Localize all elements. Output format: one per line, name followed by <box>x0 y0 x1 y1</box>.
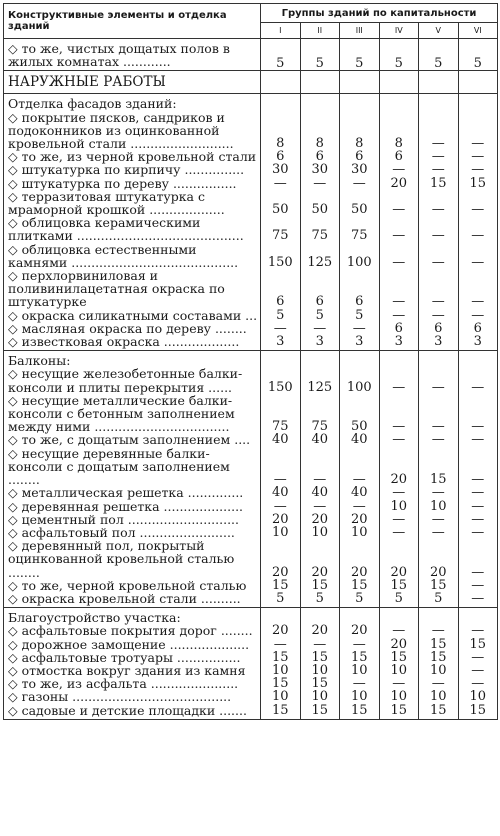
cell-value: — <box>340 322 380 335</box>
cell-value: — <box>340 677 380 690</box>
cell-value: — <box>340 177 380 190</box>
table-row <box>4 177 498 190</box>
cell-value: 50 <box>300 190 340 216</box>
cell-value: 30 <box>340 163 380 176</box>
cell-value: 20 <box>379 638 419 651</box>
cell-value: 50 <box>340 394 380 434</box>
row-label: ◇ известковая окраска ................... <box>4 335 261 351</box>
cell-value: 5 <box>261 309 301 322</box>
cell-value: 150 <box>261 367 301 393</box>
cell-value: 6 <box>340 269 380 309</box>
table-row <box>4 624 498 637</box>
cell-value: — <box>300 500 340 513</box>
cell-value: 15 <box>419 579 459 592</box>
row-label: ◇ то же, из черной кровельной стали <box>4 150 261 163</box>
cell-value: — <box>261 500 301 513</box>
cell-value: — <box>340 500 380 513</box>
cell-value: — <box>379 190 419 216</box>
cell-value: 3 <box>340 335 380 351</box>
cell-value: — <box>458 651 498 664</box>
cell-value: 15 <box>300 579 340 592</box>
cell-value: 75 <box>300 216 340 242</box>
row-label: ◇ то же, черной кровельной сталью <box>4 579 261 592</box>
cell-value: — <box>458 486 498 499</box>
cell-value: 10 <box>458 690 498 703</box>
cell-value: — <box>458 526 498 539</box>
row-label: ◇ масляная окраска по дереву ........ <box>4 322 261 335</box>
cell-value: 15 <box>419 704 459 720</box>
cell-value: — <box>419 111 459 151</box>
cell-value: 20 <box>340 539 380 579</box>
cell-value: — <box>419 243 459 269</box>
cell-value: 15 <box>300 651 340 664</box>
group-title: Отделка фасадов зданий: <box>4 94 261 111</box>
table-row <box>4 579 498 592</box>
cell-value: 10 <box>419 690 459 703</box>
row-label: ◇ облицовка естественными камнями .......................................... <box>4 243 261 269</box>
table-row <box>4 651 498 664</box>
cell-value: 20 <box>379 177 419 190</box>
cell-value: — <box>458 447 498 487</box>
cell-value: — <box>379 309 419 322</box>
cell-value: 10 <box>261 690 301 703</box>
cell-value: 5 <box>261 39 301 71</box>
cell-value: — <box>419 150 459 163</box>
cell-value: — <box>300 177 340 190</box>
cell-value: 40 <box>340 433 380 446</box>
row-label: ◇ деревянный пол, покрытый оцинкованной кровельной сталью ........ <box>4 539 261 579</box>
cell-value: — <box>340 638 380 651</box>
cell-value: — <box>379 624 419 637</box>
row-label: ◇ асфальтовые тротуары ................ <box>4 651 261 664</box>
cell-value: 5 <box>300 592 340 608</box>
row-label: ◇ штукатурка по дереву ................ <box>4 177 261 190</box>
cell-value: 3 <box>458 335 498 351</box>
cell-value: 40 <box>300 486 340 499</box>
section-row <box>4 71 498 94</box>
table-body <box>4 39 498 720</box>
table-row <box>4 309 498 322</box>
cell-value: — <box>379 243 419 269</box>
table-row <box>4 367 498 393</box>
group-title-row <box>4 351 498 368</box>
table-row <box>4 539 498 579</box>
cell-value: 15 <box>340 704 380 720</box>
cell-value: — <box>261 638 301 651</box>
row-label: ◇ металлическая решетка .............. <box>4 486 261 499</box>
cell-value: 6 <box>261 269 301 309</box>
cell-value: — <box>261 447 301 487</box>
cell-value: 15 <box>458 638 498 651</box>
cell-value: 15 <box>261 651 301 664</box>
cell-value: 5 <box>340 309 380 322</box>
cell-value: — <box>419 367 459 393</box>
cell-value: — <box>300 638 340 651</box>
cell-value: 50 <box>340 190 380 216</box>
cell-value: 3 <box>379 335 419 351</box>
cell-value: 8 <box>261 111 301 151</box>
cell-value: — <box>458 579 498 592</box>
cell-value: 15 <box>300 704 340 720</box>
cell-value: 10 <box>419 664 459 677</box>
cell-value: 20 <box>300 624 340 637</box>
cell-value: 20 <box>261 539 301 579</box>
cell-value: — <box>458 500 498 513</box>
cell-value: 20 <box>300 513 340 526</box>
cell-value: 15 <box>419 638 459 651</box>
cell-value: — <box>379 367 419 393</box>
group-title-row <box>4 608 498 625</box>
cell-value: 6 <box>261 150 301 163</box>
table-row <box>4 39 498 71</box>
cell-value: — <box>379 216 419 242</box>
cell-value: — <box>419 309 459 322</box>
table-row <box>4 394 498 434</box>
table-row <box>4 513 498 526</box>
table-row <box>4 216 498 242</box>
cell-value: — <box>379 163 419 176</box>
table-row <box>4 500 498 513</box>
row-label: ◇ садовые и детские площадки ....... <box>4 704 261 720</box>
cell-value: 150 <box>261 243 301 269</box>
cell-value: — <box>458 433 498 446</box>
row-label: ◇ окраска силикатными составами ... <box>4 309 261 322</box>
cell-value: 75 <box>300 394 340 434</box>
capital-groups-table <box>3 3 498 720</box>
cell-value: 15 <box>340 579 380 592</box>
cell-value: 15 <box>261 677 301 690</box>
cell-value: — <box>419 269 459 309</box>
cell-value: 10 <box>379 664 419 677</box>
cell-value: — <box>458 243 498 269</box>
cell-value: 10 <box>340 664 380 677</box>
cell-value: 3 <box>300 335 340 351</box>
cell-value: 10 <box>340 690 380 703</box>
cell-value: — <box>458 677 498 690</box>
cell-value: — <box>458 163 498 176</box>
table-row <box>4 638 498 651</box>
row-label: ◇ то же, чистых дощатых полов в жилых комнатах ............ <box>4 39 261 71</box>
cell-value: 10 <box>300 526 340 539</box>
cell-value: — <box>458 269 498 309</box>
cell-value: 15 <box>419 651 459 664</box>
cell-value: 20 <box>261 513 301 526</box>
cell-value: — <box>419 394 459 434</box>
table-row <box>4 243 498 269</box>
cell-value: — <box>419 677 459 690</box>
group-title-row <box>4 94 498 111</box>
cell-value: 15 <box>261 579 301 592</box>
cell-value: 20 <box>340 513 380 526</box>
cell-value: 15 <box>458 177 498 190</box>
cell-value: 5 <box>379 39 419 71</box>
row-label: ◇ газоны ........................................ <box>4 690 261 703</box>
cell-value: 15 <box>340 651 380 664</box>
cell-value: 20 <box>419 539 459 579</box>
cell-value: 15 <box>300 677 340 690</box>
cell-value: 75 <box>340 216 380 242</box>
cell-value: — <box>419 526 459 539</box>
cell-value: 40 <box>261 433 301 446</box>
cell-value: 20 <box>340 624 380 637</box>
cell-value: 10 <box>379 690 419 703</box>
row-label: ◇ перхлорвиниловая и поливинилацетатная окраска по штукатурке <box>4 269 261 309</box>
cell-value: 10 <box>379 500 419 513</box>
cell-value: 15 <box>458 704 498 720</box>
row-label: ◇ штукатурка по кирпичу ............... <box>4 163 261 176</box>
cell-value: 10 <box>340 526 380 539</box>
table-row <box>4 433 498 446</box>
cell-value: 6 <box>379 322 419 335</box>
cell-value: 5 <box>458 39 498 71</box>
row-label: ◇ то же, из асфальта ...................... <box>4 677 261 690</box>
cell-value: 20 <box>300 539 340 579</box>
cell-value: — <box>458 216 498 242</box>
cell-value: 6 <box>340 150 380 163</box>
cell-value: 30 <box>300 163 340 176</box>
table-row <box>4 486 498 499</box>
group-header-5: V <box>419 23 459 39</box>
cell-value: — <box>458 664 498 677</box>
cell-value: 15 <box>379 579 419 592</box>
cell-value: — <box>379 486 419 499</box>
group-header-1: I <box>261 23 301 39</box>
cell-value: 100 <box>340 367 380 393</box>
cell-value: 6 <box>419 322 459 335</box>
group-header-4: IV <box>379 23 419 39</box>
cell-value: — <box>419 624 459 637</box>
row-label: ◇ облицовка керамическими плитками .......................................... <box>4 216 261 242</box>
cell-value: — <box>458 150 498 163</box>
cell-value: 20 <box>379 447 419 487</box>
cell-value: — <box>261 322 301 335</box>
group-title: Балконы: <box>4 351 261 368</box>
row-label: ◇ деревянная решетка .................... <box>4 500 261 513</box>
cell-value: — <box>261 177 301 190</box>
cell-value: 8 <box>379 111 419 151</box>
row-label: ◇ асфальтовый пол ........................ <box>4 526 261 539</box>
cell-value: — <box>419 216 459 242</box>
cell-value: 15 <box>379 651 419 664</box>
cell-value: 5 <box>419 592 459 608</box>
cell-value: 3 <box>261 335 301 351</box>
column-header-elements: Конструктивные элементы и отделка зданий <box>4 4 261 39</box>
cell-value: — <box>458 394 498 434</box>
cell-value: — <box>300 447 340 487</box>
cell-value: 75 <box>261 394 301 434</box>
row-label: ◇ несущие железобетонные балки-консоли и плиты перекрытия ...... <box>4 367 261 393</box>
cell-value: 10 <box>261 664 301 677</box>
cell-value: 6 <box>300 269 340 309</box>
row-label: ◇ дорожное замощение .................... <box>4 638 261 651</box>
cell-value: — <box>458 539 498 579</box>
cell-value: — <box>458 513 498 526</box>
cell-value: — <box>379 677 419 690</box>
row-label: ◇ асфальтовые покрытия дорог ........ <box>4 624 261 637</box>
cell-value: 50 <box>261 190 301 216</box>
cell-value: — <box>458 367 498 393</box>
cell-value: 100 <box>340 243 380 269</box>
cell-value: 125 <box>300 243 340 269</box>
cell-value: 5 <box>300 309 340 322</box>
cell-value: 5 <box>340 592 380 608</box>
cell-value: — <box>300 322 340 335</box>
cell-value: — <box>419 433 459 446</box>
row-label: ◇ то же, с дощатым заполнением .... <box>4 433 261 446</box>
row-label: ◇ терразитовая штукатурка с мраморной крошкой ................... <box>4 190 261 216</box>
cell-value: 20 <box>261 624 301 637</box>
cell-value: 15 <box>419 177 459 190</box>
cell-value: 75 <box>261 216 301 242</box>
cell-value: 8 <box>300 111 340 151</box>
cell-value: — <box>379 513 419 526</box>
cell-value: 10 <box>300 690 340 703</box>
cell-value: 10 <box>300 664 340 677</box>
cell-value: 10 <box>261 526 301 539</box>
cell-value: — <box>458 309 498 322</box>
cell-value: 8 <box>340 111 380 151</box>
table-row <box>4 269 498 309</box>
row-label: ◇ несущие деревянные балки-консоли с дощатым заполнением ........ <box>4 447 261 487</box>
table-row <box>4 335 498 351</box>
row-label: ◇ покрытие пясков, сандриков и подоконников из оцинкованной кровельной стали .......................... <box>4 111 261 151</box>
cell-value: 5 <box>300 39 340 71</box>
cell-value: 30 <box>261 163 301 176</box>
table-row <box>4 111 498 151</box>
cell-value: 5 <box>419 39 459 71</box>
cell-value: 15 <box>261 704 301 720</box>
group-header-6: VI <box>458 23 498 39</box>
group-title: Благоустройство участка: <box>4 608 261 625</box>
cell-value: — <box>340 447 380 487</box>
cell-value: 6 <box>458 322 498 335</box>
column-header-groups: Группы зданий по капитальности <box>261 4 498 23</box>
table-row <box>4 190 498 216</box>
cell-value: — <box>458 592 498 608</box>
cell-value: — <box>379 526 419 539</box>
cell-value: — <box>379 394 419 434</box>
cell-value: — <box>458 111 498 151</box>
cell-value: 40 <box>300 433 340 446</box>
row-label: ◇ несущие металлические балки-консоли с бетонным заполнением между ними .................................. <box>4 394 261 434</box>
section-title: НАРУЖНЫЕ РАБОТЫ <box>4 71 261 94</box>
cell-value: 5 <box>261 592 301 608</box>
cell-value: 40 <box>261 486 301 499</box>
row-label: ◇ отмостка вокруг здания из камня <box>4 664 261 677</box>
cell-value: 6 <box>379 150 419 163</box>
cell-value: — <box>419 513 459 526</box>
table-row <box>4 592 498 608</box>
group-header-2: II <box>300 23 340 39</box>
cell-value: 20 <box>379 539 419 579</box>
table-row <box>4 447 498 487</box>
cell-value: 5 <box>340 39 380 71</box>
cell-value: 40 <box>340 486 380 499</box>
cell-value: — <box>419 163 459 176</box>
cell-value: 10 <box>419 500 459 513</box>
cell-value: 15 <box>379 704 419 720</box>
cell-value: — <box>458 624 498 637</box>
table-row <box>4 163 498 176</box>
row-label: ◇ окраска кровельной стали .......... <box>4 592 261 608</box>
cell-value: — <box>379 269 419 309</box>
table-row <box>4 704 498 720</box>
cell-value: 5 <box>379 592 419 608</box>
cell-value: 3 <box>419 335 459 351</box>
cell-value: — <box>458 190 498 216</box>
cell-value: 15 <box>419 447 459 487</box>
cell-value: 125 <box>300 367 340 393</box>
table-row <box>4 690 498 703</box>
cell-value: — <box>419 190 459 216</box>
cell-value: 6 <box>300 150 340 163</box>
row-label: ◇ цементный пол ............................ <box>4 513 261 526</box>
group-header-3: III <box>340 23 380 39</box>
cell-value: — <box>379 433 419 446</box>
cell-value: — <box>419 486 459 499</box>
